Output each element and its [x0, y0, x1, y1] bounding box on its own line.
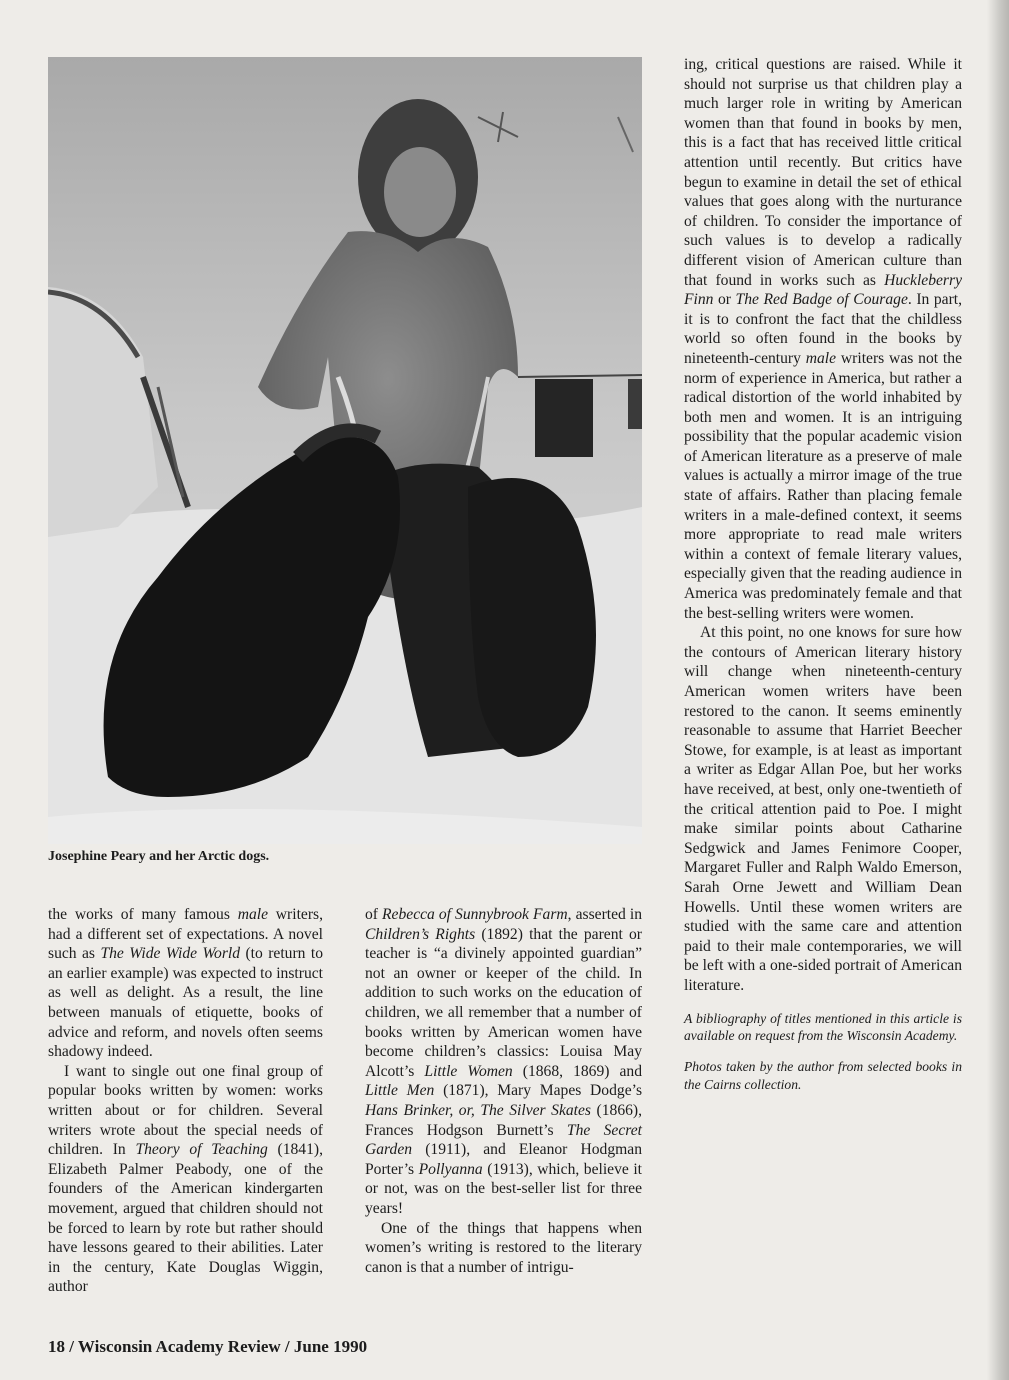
- photo-illustration: [48, 57, 642, 844]
- photo-caption: Josephine Peary and her Arctic dogs.: [48, 849, 270, 864]
- photograph: [48, 57, 642, 844]
- page-footer: 18 / Wisconsin Academy Review / June 1990: [48, 1337, 368, 1356]
- paragraph: At this point, no one knows for sure how the contours of American literary history will change when nineteenth-century American women writers have been restored to the canon. It seems eminently reasonable to assume that Harriet Beecher Stowe, for example, is at least as important a writer as Edgar Allan Poe, but her works have received, at best, only one-twentieth of the critical attention paid to Poe. I might make similar points about Catharine Sedgwick and James Fenimore Cooper, Margaret Fuller and Ralph Waldo Emerson, Sarah Orne Jewett and William Dean Howells. Until these women writers are studied with the same care and attention paid to their male contemporaries, we will be left with a one-sided portrait of American literature.: [684, 624, 962, 994]
- page-edge-shadow: [987, 0, 1009, 1380]
- photo-credit-note: Photos taken by the author from selected books in the Cairns collection.: [684, 1059, 962, 1092]
- text-column-2: [365, 905, 642, 1277]
- paragraph: One of the things that happens when women’s writing is restored to the literary canon is that a number of intrigu-: [365, 1219, 642, 1276]
- bibliography-note: A bibliography of titles mentioned in this article is available on request from the Wisconsin Academy.: [684, 1010, 962, 1043]
- paragraph: I want to single out one final group of popular books written by women: works written about or for children. Several writers wrote about the special needs of children. In Theory of Teaching (1841), Elizabeth Palmer Peabody, one of the founders of the American kindergarten movement, argued that children should not be forced to learn by rote but rather should have lessons geared to their abilities. Later in the century, Kate Douglas Wiggin, author: [48, 1062, 323, 1296]
- text-column-3: [684, 55, 962, 1093]
- paragraph: of Rebecca of Sunnybrook Farm, asserted in Children’s Rights (1892) that the parent or teacher is “a divinely appointed guardian” not an owner or keeper of the child. In addition to such works on the education of children, we all remember that a number of books written by American women have become children’s classics: Louisa May Alcott’s Little Women (1868, 1869) and Little Men (1871), Mary Mapes Dodge’s Hans Brinker, or, The Silver Skates (1866), Frances Hodgson Burnett’s The Secret Garden (1911), and Eleanor Hodgman Porter’s Pollyanna (1913), which, believe it or not, was on the best-seller list for three years!: [365, 906, 643, 1217]
- text-column-1: [48, 905, 323, 1297]
- paragraph: ing, critical questions are raised. While it should not surprise us that children play a much larger role in writing by American women than that found in books by men, this is a fact that has received little critical attention until recently. But critics have begun to examine in detail the set of ethical values that goes along with the nurturance of children. To consider the importance of such values is to develop a radically different vision of American culture than that found in works such as Huckleberry Finn or The Red Badge of Courage. In part, it is to confront the fact that the childless world so often found in the books by nineteenth-century male writers was not the norm of experience in America, but rather a radical distortion of the world inhabited by both men and women. It is an intriguing possibility that the popular academic vision of American literature as a preserve of male values is actually a mirror image of the true state of affairs. Rather than placing female writers in a male-defined context, it seems more appropriate to read male writers within a context of female literary values, especially given that the reading audience in America was predominately female and that the best-selling writers were women.: [684, 56, 962, 622]
- paragraph: the works of many famous male writers, had a different set of expectations. A novel such as The Wide Wide World (to return to an earlier example) was expected to instruct as well as delight. As a result, the line between manuals of etiquette, books of advice and reform, and novels often seems shadowy indeed.: [48, 906, 323, 1061]
